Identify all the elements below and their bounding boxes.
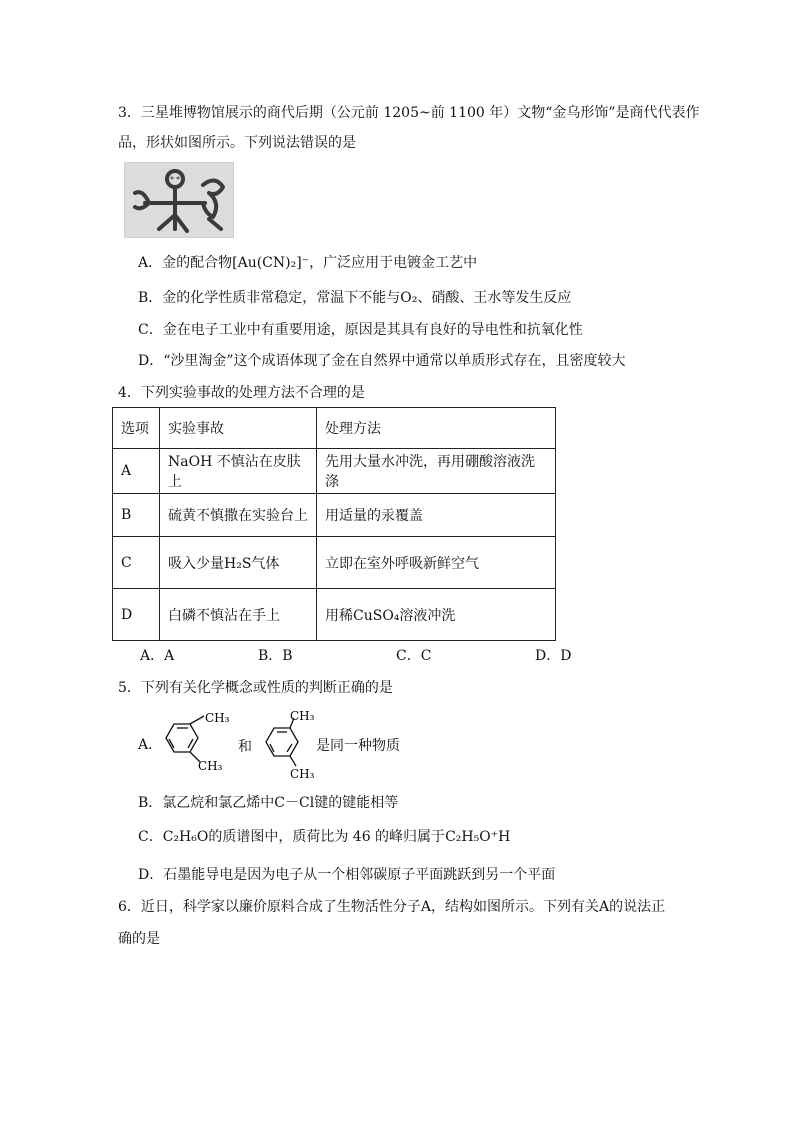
q5-option-b: B．氯乙烷和氯乙烯中C－Cl键的键能相等 [138, 795, 399, 811]
gold-bird-artifact-photo [124, 162, 234, 238]
q3-stem-line2: 品，形状如图所示。下列说法错误的是 [118, 135, 356, 151]
table-cell: A [113, 449, 160, 494]
q4-choice-d: D．D [535, 648, 572, 664]
table-cell: D [113, 589, 160, 641]
q5-stem: 5．下列有关化学概念或性质的判断正确的是 [118, 680, 393, 696]
table-header-row [113, 408, 556, 449]
table-cell: 先用大量水冲洗，再用硼酸溶液洗涤 [317, 449, 556, 494]
q3-option-a [138, 253, 477, 273]
table-cell: 白磷不慎沾在手上 [160, 589, 317, 641]
q3-option-c: C．金在电子工业中有重要用途，原因是其具有良好的导电性和抗氧化性 [138, 322, 583, 338]
q5-option-a-label: A． [138, 737, 163, 753]
c2h5oh-ion-formula: C₂H₅O⁺H [445, 829, 511, 845]
q4-table [112, 407, 556, 641]
methyl-label: CH₃ [205, 712, 230, 725]
o-xylene-structure-1 [160, 712, 238, 776]
q3-option-d: D．“沙里淘金”这个成语体现了金在自然界中通常以单质形式存在，且密度较大 [138, 353, 626, 369]
q5-option-d: D．石墨能导电是因为电子从一个相邻碳原子平面跳跃到另一个平面 [138, 867, 556, 883]
table-cell: 用稀CuSO₄溶液冲洗 [317, 589, 556, 641]
q5-option-c [138, 827, 510, 847]
q4-choice-a: A．A [140, 648, 175, 664]
q4-stem: 4．下列实验事故的处理方法不合理的是 [118, 385, 365, 401]
o2-formula: O₂ [400, 290, 418, 306]
q3-option-a-tail: ，广泛应用于电镀金工艺中 [309, 255, 478, 271]
au-cn2-formula: [Au(CN)₂]⁻ [232, 255, 310, 271]
methyl-label: CH₃ [290, 767, 315, 781]
gold-bird-artifact-icon [125, 163, 233, 237]
q5-and: 和 [238, 739, 252, 755]
table-header-cell: 实验事故 [160, 408, 317, 449]
table-cell: C [113, 537, 160, 589]
table-row [113, 589, 556, 641]
table-header-cell: 处理方法 [317, 408, 556, 449]
q3-stem-line1: 3．三星堆博物馆展示的商代后期（公元前 1205~前 1100 年）文物“金乌形饰”是商代代表作 [118, 105, 700, 121]
table-cell: B [113, 494, 160, 537]
table-row [113, 494, 556, 537]
q3-option-b-tail: 、硝酸、王水等发生反应 [417, 290, 572, 306]
q5-option-c-label: C． [138, 829, 163, 845]
q4-choice-b: B．B [258, 648, 293, 664]
c2h6o-formula: C₂H₆O [162, 829, 209, 845]
q3-option-b [138, 288, 571, 308]
table-header-cell: 选项 [113, 408, 160, 449]
q3-option-b-text: B．金的化学性质非常稳定，常温下不能与 [138, 290, 401, 306]
table-row [113, 449, 556, 494]
methyl-label: CH₃ [198, 759, 223, 773]
q5-option-c-text: 的质谱图中，质荷比为 46 的峰归属于 [208, 829, 446, 845]
q4-choice-c: C．C [396, 648, 432, 664]
table-cell: 硫黄不慎撒在实验台上 [160, 494, 317, 537]
table-cell: 吸入少量H₂S气体 [160, 537, 317, 589]
q3-option-a-text: A．金的配合物 [138, 255, 233, 271]
q5-option-a-tail: 是同一种物质 [316, 738, 400, 754]
o-xylene-structure-2 [252, 708, 316, 782]
methyl-label: CH₃ [290, 709, 315, 723]
q6-stem-line1: 6．近日，科学家以廉价原料合成了生物活性分子A，结构如图所示。下列有关A的说法正 [118, 899, 666, 915]
table-cell: NaOH 不慎沾在皮肤上 [160, 449, 317, 494]
table-cell: 立即在室外呼吸新鲜空气 [317, 537, 556, 589]
q6-stem-line2: 确的是 [118, 931, 160, 947]
table-row [113, 537, 556, 589]
table-cell: 用适量的汞覆盖 [317, 494, 556, 537]
